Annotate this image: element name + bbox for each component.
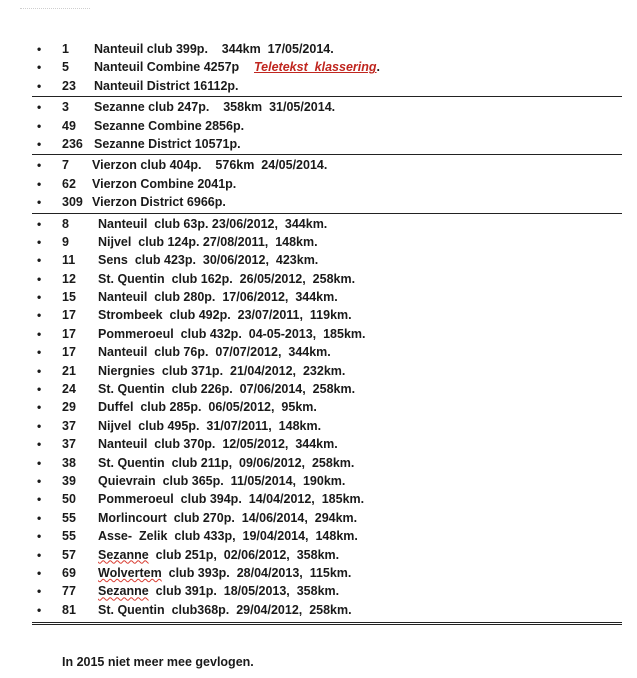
list-item <box>32 325 622 343</box>
footer-note: In 2015 niet meer mee gevlogen. <box>62 655 254 669</box>
list-item <box>32 601 622 619</box>
rank-number: 77 <box>62 584 76 599</box>
bullet-icon: • <box>37 253 42 268</box>
result-text: Pommeroeul club 394p. 14/04/2012, 185km. <box>98 492 365 507</box>
bullet-icon: • <box>37 234 42 249</box>
bullet-icon: • <box>37 308 42 323</box>
bullet-icon: • <box>37 176 42 191</box>
rank-number: 37 <box>62 418 76 433</box>
bullet-icon: • <box>37 326 42 341</box>
link-wrapper <box>254 58 380 76</box>
result-text: Sens club 423p. 30/06/2012, 423km. <box>98 253 319 268</box>
rank-number: 8 <box>62 216 69 231</box>
link-suffix: . <box>376 60 381 75</box>
list-item <box>32 40 622 58</box>
bullet-icon: • <box>37 158 42 173</box>
rank-number: 5 <box>62 60 69 75</box>
result-text: Asse- Zelik club 433p, 19/04/2014, 148km. <box>98 529 358 544</box>
section-divider <box>32 96 622 97</box>
list-item <box>32 472 622 490</box>
rank-number: 69 <box>62 565 76 580</box>
result-text: St. Quentin club 211p, 09/06/2012, 258km. <box>98 455 355 470</box>
rank-number: 7 <box>62 158 69 173</box>
result-text: Duffel club 285p. 06/05/2012, 95km. <box>98 400 317 415</box>
list-item <box>32 435 622 453</box>
section-divider <box>32 213 622 214</box>
list-item <box>32 546 622 564</box>
rank-number: 9 <box>62 234 69 249</box>
rank-number: 38 <box>62 455 76 470</box>
bullet-icon: • <box>37 271 42 286</box>
rank-number: 81 <box>62 602 76 617</box>
result-text: Vierzon District 6966p. <box>92 195 226 210</box>
rank-number: 39 <box>62 473 76 488</box>
bullet-icon: • <box>37 437 42 452</box>
bullet-icon: • <box>37 473 42 488</box>
rank-number: 11 <box>62 253 76 268</box>
bullet-icon: • <box>37 565 42 580</box>
list-group <box>32 156 622 211</box>
result-text: Nanteuil club 280p. 17/06/2012, 344km. <box>98 290 338 305</box>
list-group <box>32 98 622 153</box>
rank-number: 24 <box>62 382 76 397</box>
result-text: Nanteuil club 399p. 344km 17/05/2014. <box>94 42 334 56</box>
spellcheck-word: Sezanne <box>98 584 149 599</box>
rank-number: 236 <box>62 136 83 151</box>
list-item <box>32 98 622 116</box>
rank-number: 23 <box>62 78 76 93</box>
list-item <box>32 582 622 600</box>
bullet-icon: • <box>37 216 42 231</box>
list-item <box>32 135 622 153</box>
list-item <box>32 343 622 361</box>
list-item <box>32 288 622 306</box>
result-text <box>98 546 339 564</box>
bullet-icon: • <box>37 345 42 360</box>
rank-number: 29 <box>62 400 76 415</box>
result-text: Nanteuil club 63p. 23/06/2012, 344km. <box>98 216 328 231</box>
result-text <box>98 582 339 600</box>
list-group <box>32 40 622 95</box>
list-item <box>32 215 622 233</box>
list-item <box>32 251 622 269</box>
bullet-icon: • <box>37 529 42 544</box>
list-item <box>32 417 622 435</box>
list-item <box>32 362 622 380</box>
result-text: Nijvel club 124p. 27/08/2011, 148km. <box>98 234 318 249</box>
teletekst-link[interactable]: Teletekst klassering <box>254 60 377 75</box>
result-text: Morlincourt club 270p. 14/06/2014, 294km. <box>98 510 358 525</box>
rank-number: 37 <box>62 437 76 452</box>
result-text: Nijvel club 495p. 31/07/2011, 148km. <box>98 418 322 433</box>
document-body <box>32 40 622 626</box>
rank-number: 1 <box>62 42 69 56</box>
result-text <box>98 564 351 582</box>
list-item <box>32 398 622 416</box>
result-text: Vierzon Combine 2041p. <box>92 176 237 191</box>
bullet-icon: • <box>37 100 42 115</box>
list-item <box>32 490 622 508</box>
rank-number: 17 <box>62 345 76 360</box>
list-item <box>32 117 622 135</box>
result-text: Nanteuil Combine 4257p <box>94 60 240 75</box>
result-text: Vierzon club 404p. 576km 24/05/2014. <box>92 158 328 173</box>
rank-number: 50 <box>62 492 76 507</box>
rank-number: 55 <box>62 510 76 525</box>
bullet-icon: • <box>37 400 42 415</box>
rank-number: 15 <box>62 290 76 305</box>
rank-number: 309 <box>62 195 83 210</box>
list-item <box>32 156 622 174</box>
list-item <box>32 306 622 324</box>
bullet-icon: • <box>37 363 42 378</box>
result-text: Pommeroeul club 432p. 04-05-2013, 185km. <box>98 326 366 341</box>
result-text: Sezanne Combine 2856p. <box>94 118 245 133</box>
list-item <box>32 77 622 95</box>
list-item <box>32 509 622 527</box>
result-text: Sezanne District 10571p. <box>94 136 241 151</box>
bullet-icon: • <box>37 290 42 305</box>
bullet-icon: • <box>37 78 42 93</box>
result-text: Sezanne club 247p. 358km 31/05/2014. <box>94 100 336 115</box>
list-item <box>32 193 622 211</box>
result-text: Nanteuil District 16112p. <box>94 78 239 93</box>
rank-number: 17 <box>62 326 76 341</box>
result-text: Strombeek club 492p. 23/07/2011, 119km. <box>98 308 352 323</box>
spellcheck-word: Sezanne <box>98 547 149 562</box>
bullet-icon: • <box>37 118 42 133</box>
bullet-icon: • <box>37 584 42 599</box>
rank-number: 55 <box>62 529 76 544</box>
list-item <box>32 233 622 251</box>
page-header-margin-guide <box>20 0 90 9</box>
section-divider <box>32 622 622 625</box>
rank-number: 17 <box>62 308 76 323</box>
bullet-icon: • <box>37 60 42 75</box>
rank-number: 57 <box>62 547 76 562</box>
bullet-icon: • <box>37 418 42 433</box>
bullet-icon: • <box>37 136 42 151</box>
result-text-rest: club 391p. 18/05/2013, 358km. <box>148 584 340 599</box>
result-text: St. Quentin club368p. 29/04/2012, 258km. <box>98 602 352 617</box>
rank-number: 49 <box>62 118 76 133</box>
result-text-rest: club 393p. 28/04/2013, 115km. <box>161 565 352 580</box>
list-item <box>32 175 622 193</box>
rank-number: 21 <box>62 363 76 378</box>
list-item <box>32 380 622 398</box>
result-text: St. Quentin club 226p. 07/06/2014, 258km. <box>98 382 356 397</box>
bullet-icon: • <box>37 492 42 507</box>
spellcheck-word: Wolvertem <box>98 565 162 580</box>
list-item <box>32 527 622 545</box>
bullet-icon: • <box>37 382 42 397</box>
list-item <box>32 270 622 288</box>
list-group <box>32 215 622 620</box>
bullet-icon: • <box>37 547 42 562</box>
result-text: Nanteuil club 76p. 07/07/2012, 344km. <box>98 345 331 360</box>
result-text: Nanteuil club 370p. 12/05/2012, 344km. <box>98 437 338 452</box>
result-text: St. Quentin club 162p. 26/05/2012, 258km. <box>98 271 356 286</box>
result-text-rest: club 251p, 02/06/2012, 358km. <box>148 547 340 562</box>
bullet-icon: • <box>37 195 42 210</box>
list-item <box>32 454 622 472</box>
list-item <box>32 564 622 582</box>
bullet-icon: • <box>37 42 42 56</box>
rank-number: 3 <box>62 100 69 115</box>
bullet-icon: • <box>37 510 42 525</box>
rank-number: 62 <box>62 176 76 191</box>
bullet-icon: • <box>37 455 42 470</box>
result-text: Quievrain club 365p. 11/05/2014, 190km. <box>98 473 346 488</box>
result-text: Niergnies club 371p. 21/04/2012, 232km. <box>98 363 346 378</box>
rank-number: 12 <box>62 271 76 286</box>
bullet-icon: • <box>37 602 42 617</box>
list-item <box>32 58 622 76</box>
section-divider <box>32 154 622 155</box>
